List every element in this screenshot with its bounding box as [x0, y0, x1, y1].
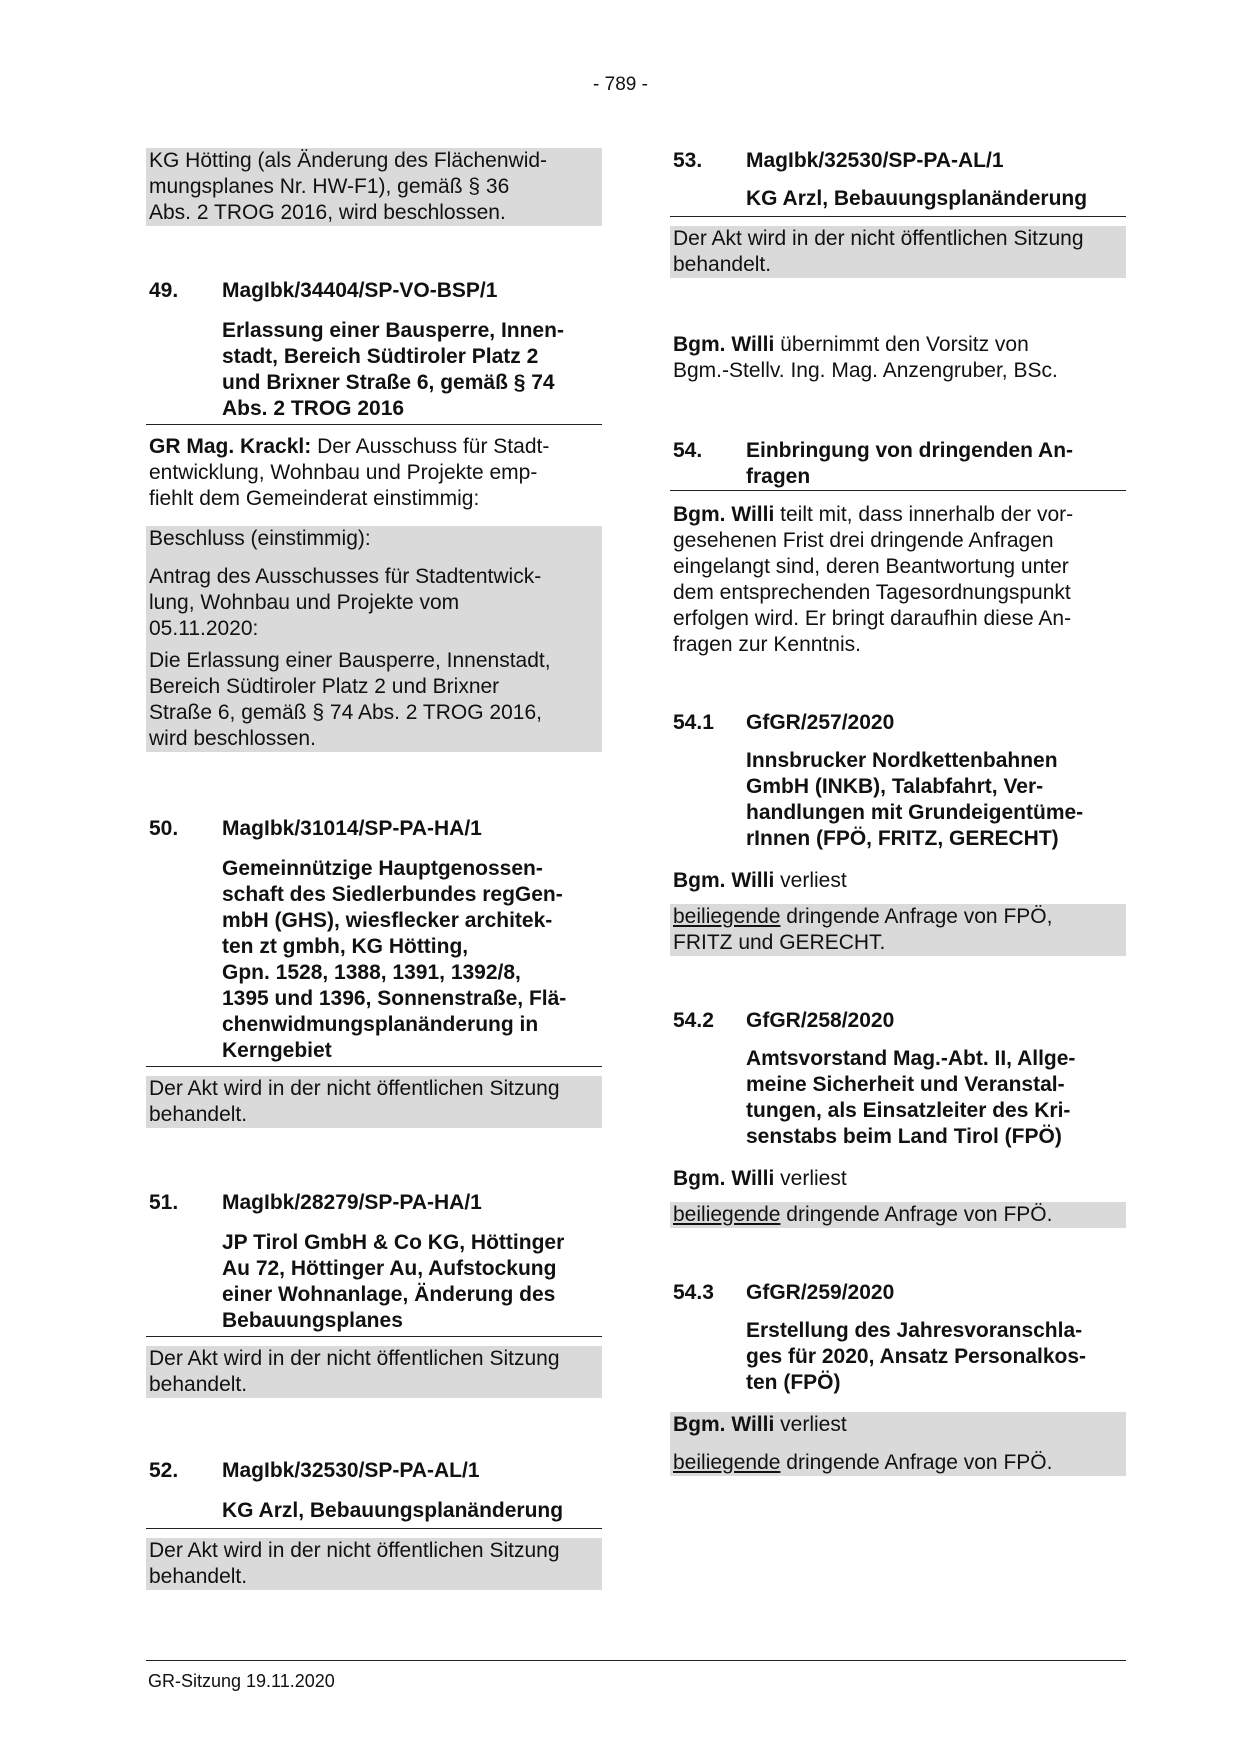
- text-line: 05.11.2020:: [149, 617, 259, 640]
- intro-resolution-box: [146, 148, 602, 226]
- title-line: ten (FPÖ): [746, 1371, 841, 1394]
- title-line: handlungen mit Grundeigentüme-: [746, 801, 1084, 824]
- footer-text: GR-Sitzung 19.11.2020: [148, 1671, 335, 1691]
- title-line: stadt, Bereich Südtiroler Platz 2: [222, 345, 539, 368]
- title-line: fragen: [746, 465, 811, 488]
- item-code: MagIbk/31014/SP-PA-HA/1: [222, 817, 482, 840]
- item-52-title: [222, 1498, 602, 1524]
- title-line: meine Sicherheit und Veranstal-: [746, 1073, 1065, 1096]
- item-54-1-header: [670, 710, 1126, 736]
- title-line: einer Wohnanlage, Änderung des: [222, 1283, 556, 1306]
- text-line: lung, Wohnbau und Projekte vom: [149, 591, 460, 614]
- text-line: Straße 6, gemäß § 74 Abs. 2 TROG 2016,: [149, 701, 542, 724]
- item-54-3-speaker: [670, 1412, 1126, 1444]
- text-line: Abs. 2 TROG 2016, wird beschlossen.: [149, 201, 506, 224]
- text-line: behandelt.: [673, 253, 772, 276]
- item-number: 52.: [149, 1459, 179, 1482]
- item-52-note: [146, 1538, 602, 1590]
- text-line: Antrag des Ausschusses für Stadtentwick-: [149, 565, 542, 588]
- divider: [146, 1066, 602, 1067]
- title-line: rInnen (FPÖ, FRITZ, GERECHT): [746, 827, 1059, 850]
- text-line: übernimmt den Vorsitz von: [780, 333, 1029, 356]
- item-51-header: [146, 1190, 602, 1216]
- attachment-link[interactable]: beiliegende: [673, 1451, 781, 1474]
- title-line: mbH (GHS), wiesflecker architek-: [222, 909, 553, 932]
- item-53-header: [670, 148, 1126, 174]
- speaker-name: Bgm. Willi: [673, 1413, 775, 1436]
- text-line: dringende Anfrage von FPÖ,: [786, 905, 1053, 928]
- text-line: verliest: [780, 1167, 847, 1190]
- item-54-2-header: [670, 1008, 1126, 1034]
- item-code: MagIbk/28279/SP-PA-HA/1: [222, 1191, 482, 1214]
- title-line: ges für 2020, Ansatz Personalkos-: [746, 1345, 1087, 1368]
- speaker-name: Bgm. Willi: [673, 333, 775, 356]
- item-code: GfGR/259/2020: [746, 1281, 895, 1304]
- text-line: behandelt.: [149, 1373, 248, 1396]
- text-line: eingelangt sind, deren Beantwortung unter: [673, 555, 1069, 578]
- text-line: Der Akt wird in der nicht öffentlichen Sitzung: [149, 1539, 560, 1562]
- text-line: fragen zur Kenntnis.: [673, 633, 861, 656]
- item-54-3-header: [670, 1280, 1126, 1306]
- footer-divider: [146, 1660, 1126, 1661]
- item-number: 51.: [149, 1191, 179, 1214]
- title-line: GmbH (INKB), Talabfahrt, Ver-: [746, 775, 1044, 798]
- speaker-name: Bgm. Willi: [673, 1167, 775, 1190]
- resolution-box: [146, 642, 602, 752]
- text-line: dem entsprechenden Tagesordnungspunkt: [673, 581, 1071, 604]
- item-49-speaker-text: [146, 434, 605, 512]
- text-line: verliest: [780, 1413, 847, 1436]
- item-number: 54.: [673, 439, 703, 462]
- motion-box: [146, 558, 602, 642]
- speaker-name: Bgm. Willi: [673, 503, 775, 526]
- item-50-title: [222, 856, 602, 1064]
- item-number: 54.2: [673, 1009, 714, 1032]
- speaker-name: GR Mag. Krackl:: [149, 435, 312, 458]
- text-line: dringende Anfrage von FPÖ.: [786, 1203, 1053, 1226]
- attachment-link[interactable]: beiliegende: [673, 905, 781, 928]
- text-line: entwicklung, Wohnbau und Projekte emp-: [149, 461, 538, 484]
- item-number: 53.: [673, 149, 703, 172]
- item-number: 50.: [149, 817, 179, 840]
- item-code: GfGR/257/2020: [746, 711, 895, 734]
- item-54-2-speaker: [670, 1166, 1129, 1192]
- text-line: Bereich Südtiroler Platz 2 und Brixner: [149, 675, 500, 698]
- item-54-2-request: [670, 1202, 1126, 1228]
- item-50-header: [146, 816, 602, 842]
- title-line: Au 72, Höttinger Au, Aufstockung: [222, 1257, 557, 1280]
- item-50-note: [146, 1076, 602, 1128]
- text-line: behandelt.: [149, 1565, 248, 1588]
- item-51-title: [222, 1230, 602, 1334]
- title-line: chenwidmungsplanänderung in: [222, 1013, 539, 1036]
- item-53-title: [746, 186, 1126, 212]
- title-line: Gpn. 1528, 1388, 1391, 1392/8,: [222, 961, 521, 984]
- title-line: Amtsvorstand Mag.-Abt. II, Allge-: [746, 1047, 1076, 1070]
- title-line: Abs. 2 TROG 2016: [222, 397, 405, 420]
- title-line: Erstellung des Jahresvoranschla-: [746, 1319, 1083, 1342]
- item-52-header: [146, 1458, 602, 1484]
- title-line: Erlassung einer Bausperre, Innen-: [222, 319, 564, 342]
- item-49-title: [222, 318, 602, 422]
- item-49-header: [146, 278, 602, 304]
- title-line: 1395 und 1396, Sonnenstraße, Flä-: [222, 987, 567, 1010]
- item-54-1-title: [746, 748, 1126, 852]
- divider: [146, 1528, 602, 1529]
- text-line: gesehenen Frist drei dringende Anfragen: [673, 529, 1054, 552]
- title-line: Gemeinnützige Hauptgenossen-: [222, 857, 543, 880]
- item-number: 54.3: [673, 1281, 714, 1304]
- decision-label: [146, 526, 602, 558]
- text-line: Der Akt wird in der nicht öffentlichen Sitzung: [673, 227, 1084, 250]
- text-line: KG Hötting (als Änderung des Flächenwid-: [149, 149, 548, 172]
- title-line: schaft des Siedlerbundes regGen-: [222, 883, 563, 906]
- divider: [670, 216, 1126, 217]
- item-code: MagIbk/32530/SP-PA-AL/1: [746, 149, 1004, 172]
- speaker-name: Bgm. Willi: [673, 869, 775, 892]
- text-line: Der Ausschuss für Stadt-: [317, 435, 550, 458]
- title-line: ten zt gmbh, KG Hötting,: [222, 935, 469, 958]
- item-number: 49.: [149, 279, 179, 302]
- text-line: behandelt.: [149, 1103, 248, 1126]
- text-line: FRITZ und GERECHT.: [673, 931, 886, 954]
- item-54-2-title: [746, 1046, 1126, 1150]
- title-line: senstabs beim Land Tirol (FPÖ): [746, 1125, 1062, 1148]
- title-line: Einbringung von dringenden An-: [746, 439, 1074, 462]
- page-number: - 789 -: [593, 74, 648, 95]
- item-code: MagIbk/32530/SP-PA-AL/1: [222, 1459, 480, 1482]
- text-line: erfolgen wird. Er bringt daraufhin diese An-: [673, 607, 1072, 630]
- item-54-3-request: [670, 1444, 1126, 1476]
- text-line: teilt mit, dass innerhalb der vor-: [780, 503, 1074, 526]
- title-line: KG Arzl, Bebauungsplanänderung: [746, 187, 1088, 210]
- item-54-title: [746, 438, 1126, 490]
- divider: [670, 490, 1126, 491]
- text-line: Bgm.-Stellv. Ing. Mag. Anzengruber, BSc.: [673, 359, 1058, 382]
- text-line: Der Akt wird in der nicht öffentlichen Sitzung: [149, 1077, 560, 1100]
- item-54-1-request: [670, 904, 1126, 956]
- title-line: JP Tirol GmbH & Co KG, Höttinger: [222, 1231, 565, 1254]
- text-line: Der Akt wird in der nicht öffentlichen Sitzung: [149, 1347, 560, 1370]
- item-53-note: [670, 226, 1126, 278]
- text-line: wird beschlossen.: [149, 727, 316, 750]
- title-line: KG Arzl, Bebauungsplanänderung: [222, 1499, 564, 1522]
- item-54-speaker-text: [670, 502, 1129, 658]
- text-line: verliest: [780, 869, 847, 892]
- item-51-note: [146, 1346, 602, 1398]
- divider: [146, 424, 602, 425]
- divider: [146, 1336, 602, 1337]
- title-line: und Brixner Straße 6, gemäß § 74: [222, 371, 555, 394]
- title-line: Kerngebiet: [222, 1039, 332, 1062]
- text-line: mungsplanes Nr. HW-F1), gemäß § 36: [149, 175, 510, 198]
- text-line: fiehlt dem Gemeinderat einstimmig:: [149, 487, 480, 510]
- title-line: Innsbrucker Nordkettenbahnen: [746, 749, 1058, 772]
- text-line: Die Erlassung einer Bausperre, Innenstadt,: [149, 649, 551, 672]
- attachment-link[interactable]: beiliegende: [673, 1203, 781, 1226]
- item-code: GfGR/258/2020: [746, 1009, 895, 1032]
- item-code: MagIbk/34404/SP-VO-BSP/1: [222, 279, 498, 302]
- item-54-1-speaker: [670, 868, 1129, 894]
- item-number: 54.1: [673, 711, 714, 734]
- title-line: tungen, als Einsatzleiter des Kri-: [746, 1099, 1071, 1122]
- item-54-3-title: [746, 1318, 1126, 1396]
- title-line: Bebauungsplanes: [222, 1309, 403, 1332]
- chair-handover: [670, 332, 1129, 384]
- text-line: dringende Anfrage von FPÖ.: [786, 1451, 1053, 1474]
- text-line: Beschluss (einstimmig):: [149, 527, 371, 550]
